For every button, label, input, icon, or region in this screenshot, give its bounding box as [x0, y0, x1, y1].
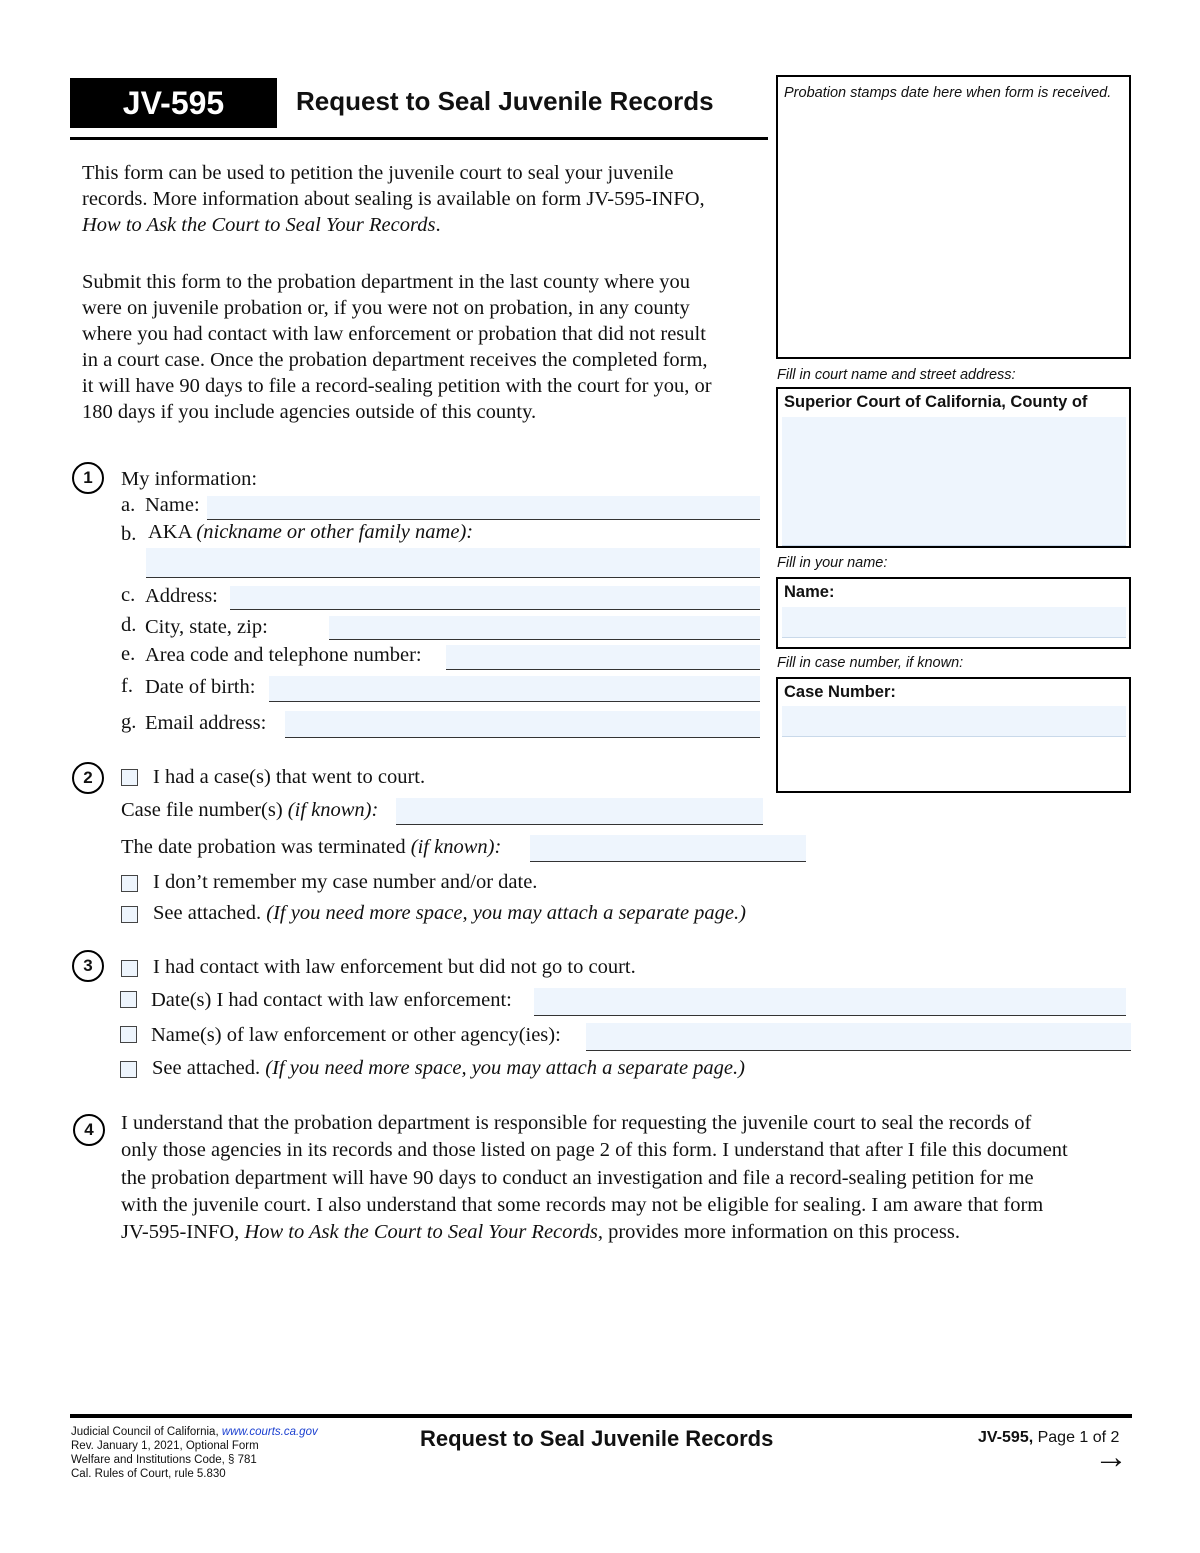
item-1e-letter: e.: [121, 643, 136, 665]
case-caption: Fill in case number, if known:: [777, 655, 964, 671]
footer-rule: [70, 1414, 1132, 1418]
name-box-label: Name:: [784, 583, 835, 601]
case-file-label: Case file number(s) (if known):: [121, 799, 379, 821]
name-box: [776, 577, 1131, 649]
courts-website-link[interactable]: www.courts.ca.gov: [221, 1426, 318, 1438]
probation-stamp-box: [776, 75, 1131, 359]
intro-paragraph-2: Submit this form to the probation department in the last county where you were on juvenile probation or, if you were not on probation, in any county where you had contact with law enforcement or probation that did not result in a court case. Once the probation department receives the completed form, it will have 90 days to file a record-sealing petition with the court for you, or 180 days if you include agencies outside of this county.: [82, 271, 712, 423]
item-1e-label: Area code and telephone number:: [145, 644, 422, 666]
contact-dates-input[interactable]: [534, 988, 1126, 1016]
court-box: [776, 387, 1131, 548]
header-rule: [70, 137, 768, 140]
agency-names-input[interactable]: [586, 1023, 1131, 1051]
dont-remember-checkbox[interactable]: [121, 875, 138, 892]
case-number-box: [776, 677, 1131, 793]
court-caption: Fill in court name and street address:: [777, 367, 1016, 383]
address-input[interactable]: [230, 586, 760, 610]
telephone-input[interactable]: [446, 645, 760, 670]
form-number: JV-595: [122, 84, 225, 121]
probation-terminated-date-input[interactable]: [530, 835, 806, 862]
footer-citation: Judicial Council of California, www.courts.ca.gov Rev. January 1, 2021, Optional Form Welfare and Institutions Code, § 781 Cal. Rules of Court, rule 5.830: [71, 1426, 318, 1480]
contact-dates-checkbox[interactable]: [120, 991, 137, 1008]
dont-remember-label: I don’t remember my case number and/or date.: [153, 871, 538, 893]
item-1b-label: AKA (nickname or other family name):: [148, 521, 474, 543]
item-1g-letter: g.: [121, 711, 137, 733]
item-1a-letter: a.: [121, 494, 136, 516]
court-address-field[interactable]: [782, 417, 1126, 546]
court-case-checkbox[interactable]: [121, 769, 138, 786]
item-1-number: 1: [72, 462, 104, 494]
law-enforcement-label: I had contact with law enforcement but did not go to court.: [153, 956, 636, 978]
contact-dates-label: Date(s) I had contact with law enforcement:: [151, 989, 512, 1011]
law-enforcement-checkbox[interactable]: [121, 960, 138, 977]
footer-title: Request to Seal Juvenile Records: [420, 1426, 774, 1451]
agency-names-label: Name(s) of law enforcement or other agency(ies):: [151, 1024, 561, 1046]
next-page-arrow-icon[interactable]: →: [1094, 1438, 1128, 1476]
item-3-see-attached-label: See attached. (If you need more space, you may attach a separate page.): [152, 1057, 745, 1079]
agency-names-checkbox[interactable]: [120, 1026, 137, 1043]
item-2-see-attached-checkbox[interactable]: [121, 906, 138, 923]
item-1g-label: Email address:: [145, 712, 267, 734]
stamp-note: Probation stamps date here when form is received.: [784, 85, 1112, 101]
city-state-zip-input[interactable]: [329, 616, 760, 640]
intro-paragraph-1: This form can be used to petition the juvenile court to seal your juvenile records. More information about sealing is available on form JV-595-INFO, How to Ask the Court to Seal Your Records.: [82, 162, 705, 236]
item-1a-label: Name:: [145, 494, 200, 516]
aka-input[interactable]: [146, 548, 760, 578]
item-1d-label: City, state, zip:: [145, 616, 268, 638]
case-number-field[interactable]: [782, 706, 1126, 737]
court-case-label: I had a case(s) that went to court.: [153, 766, 426, 788]
item-1f-label: Date of birth:: [145, 676, 256, 698]
name-input[interactable]: [207, 496, 760, 520]
form-title: Request to Seal Juvenile Records: [296, 86, 714, 116]
name-box-field[interactable]: [782, 607, 1126, 638]
case-number-label: Case Number:: [784, 683, 896, 701]
email-input[interactable]: [285, 711, 760, 738]
court-label: Superior Court of California, County of: [784, 393, 1088, 411]
item-4-number: 4: [73, 1114, 105, 1146]
item-2-see-attached-label: See attached. (If you need more space, you may attach a separate page.): [153, 902, 746, 924]
footer-page-info: JV-595, Page 1 of 2: [978, 1429, 1120, 1446]
item-1c-letter: c.: [121, 584, 136, 606]
item-1b-letter: b.: [121, 523, 137, 545]
item-1d-letter: d.: [121, 614, 137, 636]
form-number-badge: [70, 78, 277, 128]
case-file-number-input[interactable]: [396, 798, 763, 825]
item-1-heading: My information:: [121, 468, 258, 490]
item-1c-label: Address:: [145, 585, 218, 607]
item-3-number: 3: [72, 950, 104, 982]
item-2-number: 2: [72, 762, 104, 794]
probation-date-label: The date probation was terminated (if known):: [121, 836, 502, 858]
item-3-see-attached-checkbox[interactable]: [120, 1061, 137, 1078]
date-of-birth-input[interactable]: [269, 676, 760, 702]
item-4-statement: I understand that the probation department is responsible for requesting the juvenile court to seal the records of only those agencies in its records and those listed on page 2 of this form. I understand that after I file this document the probation department will have 90 days to conduct an investigation and file a record-sealing petition for me with the juvenile court. I also understand that some records may not be eligible for sealing. I am aware that form JV-595-INFO, How to Ask the Court to Seal Your Records, provides more information on this process.: [121, 1112, 1068, 1244]
item-1f-letter: f.: [121, 675, 133, 697]
name-caption: Fill in your name:: [777, 555, 888, 571]
